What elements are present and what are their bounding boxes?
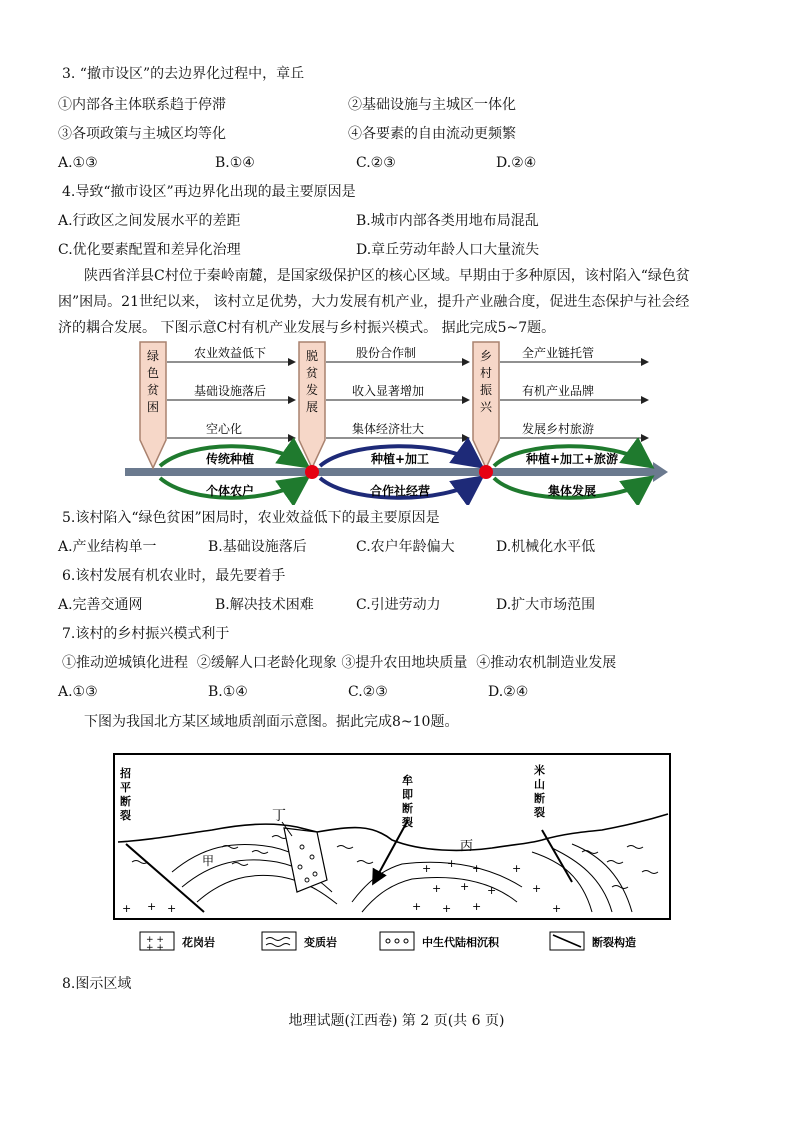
q3-choice-b: B.①④ (215, 155, 255, 171)
stage2-label-2: 贫 (305, 366, 319, 380)
q4-choice-a: A.行政区之间发展水平的差距 (58, 213, 241, 229)
svg-text:+: + (472, 862, 482, 875)
stage2-item-1: 股份合作制 (355, 346, 417, 360)
q3-choice-c: C.②③ (356, 155, 396, 171)
legend (140, 932, 636, 953)
lower-label-3: 集体发展 (547, 484, 597, 498)
q3-item-4: ④各要素的自由流动更频繁 (348, 126, 516, 142)
q6-choice-a: A.完善交通网 (58, 597, 143, 613)
stage3-label-1: 乡 (479, 349, 493, 363)
stage1-item-3: 空心化 (205, 422, 243, 436)
stage3-label-4: 兴 (479, 400, 493, 414)
q6-stem: 6.该村发展有机农业时，最先要着手 (62, 568, 286, 584)
svg-text:+: + (167, 902, 177, 915)
svg-text:+: + (552, 902, 562, 915)
svg-text:+ +: + + (146, 943, 164, 953)
svg-text:牟: 牟 (402, 774, 413, 787)
upper-label-1: 传统种植 (205, 452, 255, 466)
q3-item-1: ①内部各主体联系趋于停滞 (58, 97, 226, 113)
q4-choice-b: B.城市内部各类用地布局混乱 (356, 213, 539, 229)
rural-revitalization-diagram (120, 340, 670, 505)
stage1-label-2: 色 (146, 366, 160, 380)
upper-label-2: 种植+加工 (370, 452, 430, 466)
svg-text:+: + (432, 882, 442, 895)
svg-text:+: + (487, 884, 497, 897)
upper-label-3: 种植+加工+旅游 (525, 452, 619, 466)
svg-text:招: 招 (120, 767, 131, 780)
stage2-item-3: 集体经济壮大 (351, 422, 425, 436)
lower-label-2: 合作社经营 (369, 484, 431, 498)
q5-choice-c: C.农户年龄偏大 (356, 539, 455, 555)
q7-choice-d: D.②④ (488, 684, 529, 700)
label-jia: 甲 (202, 854, 215, 868)
q7-choice-a: A.①③ (58, 684, 98, 700)
intro57-line3: 济的耦合发展。 下图示意C村有机产业发展与乡村振兴模式。 据此完成5~7题。 (58, 320, 556, 336)
q3-choice-d: D.②④ (496, 155, 537, 171)
q4-choice-d: D.章丘劳动年龄人口大量流失 (356, 242, 540, 258)
stage-pin-1 (140, 342, 166, 468)
q3-item-2: ②基础设施与主城区一体化 (348, 97, 516, 113)
stage3-item-2: 有机产业品牌 (521, 384, 595, 398)
legend-sediment: 中生代陆相沉积 (422, 936, 499, 949)
stage1-label-4: 困 (146, 400, 160, 414)
stage2-label-4: 展 (305, 400, 319, 414)
svg-text:米: 米 (534, 764, 545, 777)
svg-text:+: + (422, 862, 432, 875)
q8-stem: 8.图示区域 (62, 976, 132, 992)
q5-choice-d: D.机械化水平低 (496, 539, 596, 555)
svg-text:+: + (447, 857, 457, 870)
svg-text:+: + (442, 902, 452, 915)
label-ding: 丁 (272, 808, 286, 824)
svg-text:+: + (472, 900, 482, 913)
q7-choice-b: B.①④ (208, 684, 248, 700)
svg-text:+: + (412, 900, 422, 913)
svg-text:即: 即 (402, 788, 413, 801)
stage1-label-1: 绿 (146, 349, 160, 363)
q4-stem: 4.导致“撤市设区”再边界化出现的最主要原因是 (62, 184, 356, 200)
stage1-label-3: 贫 (146, 383, 160, 397)
svg-text:裂: 裂 (402, 816, 413, 829)
svg-text:+: + (460, 880, 470, 893)
q3-choice-a: A.①③ (58, 155, 98, 171)
legend-fault: 断裂构造 (592, 936, 636, 949)
svg-text:裂: 裂 (120, 809, 131, 822)
q6-choice-d: D.扩大市场范围 (496, 597, 596, 613)
label-bing: 丙 (460, 839, 474, 854)
q5-stem: 5.该村陷入“绿色贫困”困局时，农业效益低下的最主要原因是 (62, 510, 440, 526)
q7-choice-c: C.②③ (348, 684, 388, 700)
stage1-item-2: 基础设施落后 (193, 384, 267, 398)
svg-text:+: + (512, 862, 522, 875)
q7-stem: 7.该村的乡村振兴模式利于 (62, 626, 230, 642)
stage3-label-3: 振 (479, 383, 493, 397)
svg-text:+ +: + + (146, 935, 164, 945)
intro810: 下图为我国北方某区域地质剖面示意图。据此完成8~10题。 (84, 714, 459, 730)
stage2-label-1: 脱 (305, 349, 319, 363)
svg-text:+: + (147, 900, 157, 913)
svg-text:平: 平 (120, 781, 131, 794)
q5-choice-b: B.基础设施落后 (208, 539, 307, 555)
svg-text:断: 断 (534, 792, 545, 805)
legend-granite: 花岗岩 (182, 936, 215, 949)
svg-text:断: 断 (402, 802, 413, 815)
stage-dot-3 (479, 465, 493, 479)
lower-label-1: 个体农户 (205, 484, 255, 498)
stage2-item-2: 收入显著增加 (351, 384, 425, 398)
legend-metamorphic: 变质岩 (304, 936, 337, 949)
stage1-item-1: 农业效益低下 (193, 346, 267, 360)
q6-choice-c: C.引进劳动力 (356, 597, 441, 613)
q6-choice-b: B.解决技术困难 (215, 597, 314, 613)
q3-item-3: ③各项政策与主城区均等化 (58, 126, 226, 142)
stage-pin-2 (299, 342, 325, 468)
stage2-label-3: 发 (305, 383, 319, 397)
intro57-line1: 陕西省洋县C村位于秦岭南麓，是国家级保护区的核心区域。早期由于多种原因，该村陷入“绿色贫 (84, 268, 690, 284)
svg-text:+: + (122, 902, 132, 915)
stage3-item-1: 全产业链托管 (521, 346, 595, 360)
intro57-line2: 困”困局。21世纪以来， 该村立足优势，大力发展有机产业，提升产业融合度，促进生态保护与社会经 (58, 294, 690, 310)
stage-pin-3 (473, 342, 499, 468)
q4-choice-c: C.优化要素配置和差异化治理 (58, 242, 241, 258)
stage3-label-2: 村 (479, 366, 493, 380)
svg-text:山: 山 (534, 778, 545, 791)
section-frame (114, 754, 670, 919)
stage3-item-3: 发展乡村旅游 (521, 422, 595, 436)
q3-stem: 3. “撤市设区”的去边界化过程中，章丘 (62, 66, 305, 82)
geological-section-diagram (112, 752, 672, 957)
stage-dot-2 (305, 465, 319, 479)
q5-choice-a: A.产业结构单一 (58, 539, 157, 555)
page-footer: 地理试题(江西卷) 第 2 页(共 6 页) (288, 1013, 505, 1029)
svg-text:+: + (532, 882, 542, 895)
svg-text:裂: 裂 (534, 806, 545, 819)
svg-text:断: 断 (120, 795, 131, 808)
q7-items: ①推动逆城镇化进程 ②缓解人口老龄化现象 ③提升农田地块质量 ④推动农机制造业发展 (62, 655, 617, 671)
